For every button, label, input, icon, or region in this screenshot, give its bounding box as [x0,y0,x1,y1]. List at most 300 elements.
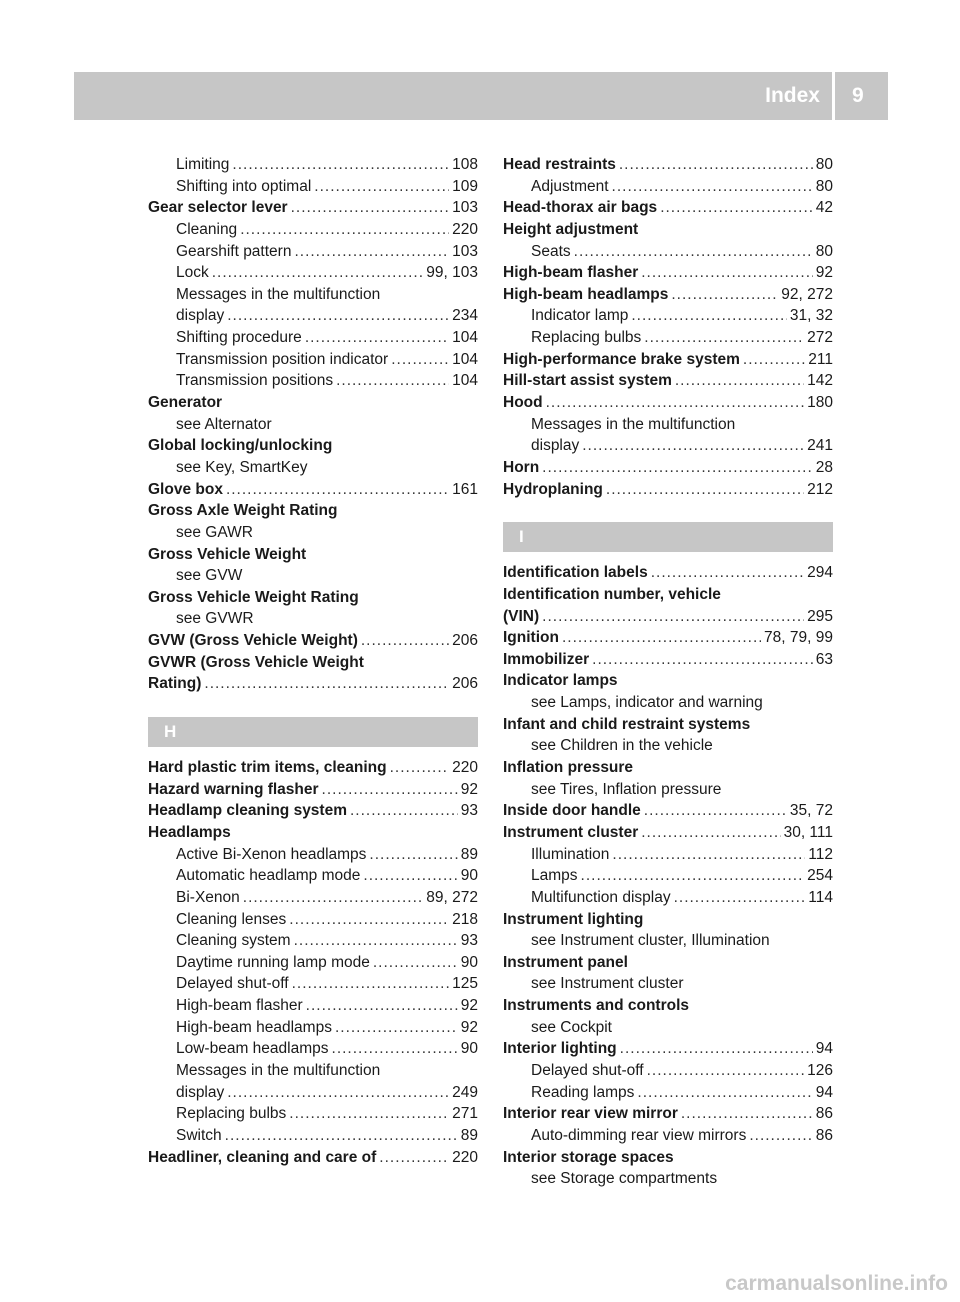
index-subentry [148,1038,478,1060]
page-reference[interactable]: 126 [807,1061,833,1079]
page-reference[interactable]: 211 [808,350,833,368]
page-reference[interactable]: 272 [807,329,833,347]
entry-text: Automatic headlamp mode [176,867,361,885]
index-subentry [503,327,833,349]
dot-leader [322,779,458,801]
entry-text: Transmission positions [176,372,334,390]
dot-leader [294,241,449,263]
index-entry [503,1038,833,1060]
entry-text: display [531,437,580,455]
page-reference[interactable]: 92 [815,264,833,282]
entry-text: Infant and child restraint systems [503,715,751,733]
page-reference[interactable]: 271 [452,1105,478,1123]
index-entry [503,649,833,671]
page-reference[interactable]: 35, 72 [789,802,833,820]
dot-leader [225,1125,458,1147]
dot-leader [306,995,458,1017]
index-entry [503,606,833,628]
entry-text: Inside door handle [503,802,641,820]
dot-leader [620,1038,813,1060]
entry-text: Auto-dimming rear view mirrors [531,1126,747,1144]
dot-leader [240,219,449,241]
entry-text: Headliner, cleaning and care of [148,1148,377,1166]
entry-text: see Instrument cluster [531,975,684,993]
page-reference[interactable]: 31, 32 [789,307,833,325]
entry-text: Seats [531,242,571,260]
page-reference[interactable]: 220 [452,1148,478,1166]
entry-text: Head-thorax air bags [503,199,658,217]
index-subentry [503,414,833,436]
dot-leader [681,1103,813,1125]
index-subentry [503,1017,833,1039]
page-reference[interactable]: 94 [815,1040,833,1058]
page-reference[interactable]: 125 [452,975,478,993]
entry-text: see GAWR [176,523,253,541]
entry-text: Gear selector lever [148,199,288,217]
entry-text: Limiting [176,156,230,173]
dot-leader [546,392,805,414]
entry-text: Head restraints [503,156,616,173]
page-reference[interactable]: 234 [452,307,478,325]
entry-text: see GVW [176,567,243,585]
entry-text: Shifting procedure [176,329,302,347]
entry-text: Hill-start assist system [503,372,672,390]
page-reference[interactable]: 94 [815,1083,833,1101]
dot-leader [204,673,449,695]
dot-leader [606,479,804,501]
entry-text: High-beam flasher [503,264,639,282]
dot-leader [592,649,813,671]
dot-leader [305,327,449,349]
index-entry [148,392,478,414]
section-gap [148,695,478,717]
index-entry [503,584,833,606]
entry-text: see Cockpit [531,1018,612,1036]
entry-text: Shifting into optimal [176,177,312,195]
entry-text: Hard plastic trim items, cleaning [148,759,387,777]
entry-text: Headlamps [148,823,231,841]
index-entry [503,370,833,392]
entry-text: Switch [176,1126,222,1144]
index-subentry [148,865,478,887]
page-reference[interactable]: 114 [808,888,833,906]
page-reference[interactable]: 30, 111 [783,823,833,841]
entry-text: Hydroplaning [503,480,603,498]
entry-text: Gross Axle Weight Rating [148,502,338,520]
index-subentry [503,735,833,757]
page-reference[interactable]: 218 [452,910,478,928]
dot-leader [289,909,449,931]
entry-text: Lamps [531,867,578,885]
page-reference[interactable]: 92 [460,1018,478,1036]
index-entry [503,154,833,176]
page-reference[interactable]: 295 [807,607,833,625]
index-entry [503,562,833,584]
entry-text: Active Bi-Xenon headlamps [176,845,367,863]
entry-text: High-beam flasher [176,997,303,1015]
dot-leader [336,370,449,392]
entry-text: Indicator lamp [531,307,629,325]
page-reference[interactable]: 86 [815,1126,833,1144]
index-entry [148,630,478,652]
index-entry [503,1147,833,1169]
index-subentry [503,844,833,866]
dot-leader [289,1103,449,1125]
entry-text: Interior storage spaces [503,1148,674,1166]
dot-leader [582,435,804,457]
entry-text: Messages in the multifunction [531,415,736,433]
entry-text: Messages in the multifunction [176,1061,381,1079]
entry-text: see Storage compartments [531,1170,718,1188]
index-subentry [148,414,478,436]
dot-leader [574,241,813,263]
page-reference[interactable]: 90 [460,867,478,885]
page-reference[interactable]: 63 [815,650,833,668]
entry-text: GVWR (Gross Vehicle Weight [148,653,364,671]
entry-text: GVW (Gross Vehicle Weight) [148,632,358,650]
page-reference[interactable]: 92 [460,997,478,1015]
dot-leader [332,1038,458,1060]
page-reference[interactable]: 109 [452,177,478,195]
entry-text: Cleaning system [176,932,291,950]
entry-text: Instrument panel [503,953,628,971]
dot-leader [749,1125,812,1147]
entry-text: Instruments and controls [503,997,690,1015]
index-entry [503,995,833,1017]
dot-leader [350,800,458,822]
page-header-divider [832,72,835,120]
section-gap [503,500,833,522]
index-subentry [148,930,478,952]
watermark: carmanualsonline.info [725,1272,948,1295]
entry-text: Lock [176,264,209,282]
page-reference[interactable]: 92 [460,780,478,798]
entry-text: Gearshift pattern [176,242,292,260]
index-subentry [148,176,478,198]
entry-text: Ignition [503,629,559,647]
index-subentry [148,154,478,176]
index-entry [148,1147,478,1169]
index-entry [503,197,833,219]
index-subentry [503,887,833,909]
dot-leader [369,844,457,866]
page-reference[interactable]: 80 [815,156,833,173]
page-reference[interactable]: 93 [460,802,478,820]
section-header: H [148,717,478,747]
page-reference[interactable]: 42 [815,199,833,217]
dot-leader [212,262,424,284]
page-reference[interactable]: 142 [807,372,833,390]
entry-text: Illumination [531,845,610,863]
page-reference[interactable]: 103 [452,199,478,217]
index-subentry [148,887,478,909]
entry-text: Reading lamps [531,1083,635,1101]
dot-leader [391,349,449,371]
page-reference[interactable]: 90 [460,1040,478,1058]
dot-leader [314,176,449,198]
entry-text: see Children in the vehicle [531,737,713,755]
entry-text: Messages in the multifunction [176,285,381,303]
dot-leader [292,973,450,995]
index-subentry [148,305,478,327]
dot-leader [379,1147,449,1169]
section-header: I [503,522,833,552]
index-entry [503,1103,833,1125]
page-reference[interactable]: 89, 272 [426,888,478,906]
entry-text: Identification number, vehicle [503,585,721,603]
index-subentry [503,305,833,327]
index-subentry [148,1060,478,1082]
entry-text: Immobilizer [503,650,590,668]
page-reference[interactable]: 254 [807,867,833,885]
entry-text: Transmission position indicator [176,350,389,368]
index-column-right [503,154,833,1190]
dot-leader [226,479,449,501]
index-entry [148,800,478,822]
entry-text: Interior rear view mirror [503,1105,678,1123]
page-reference[interactable]: 86 [815,1105,833,1123]
index-subentry [503,1060,833,1082]
dot-leader [619,154,813,176]
dot-leader [361,630,449,652]
dot-leader [335,1017,458,1039]
page-reference[interactable]: 241 [807,437,833,455]
page-reference[interactable]: 103 [452,242,478,260]
entry-text: Height adjustment [503,220,639,238]
index-entry [148,779,478,801]
page-reference[interactable]: 89 [460,845,478,863]
entry-text: High-performance brake system [503,350,740,368]
page-reference[interactable]: 78, 79, 99 [764,629,833,647]
dot-leader [644,800,787,822]
dot-leader [390,757,450,779]
entry-text: Replacing bulbs [531,329,642,347]
index-entry [148,587,478,609]
index-entry [503,219,833,241]
page-reference[interactable]: 220 [452,759,478,777]
page-reference[interactable]: 99, 103 [426,264,478,282]
index-subentry [503,176,833,198]
entry-text: display [176,1083,225,1101]
page-number: 9 [852,84,864,107]
dot-leader [581,865,805,887]
dot-leader [671,284,778,306]
index-entry [503,262,833,284]
page-reference[interactable]: 206 [452,632,478,650]
index-subentry [503,973,833,995]
entry-text: see Tires, Inflation pressure [531,780,722,798]
index-subentry [148,327,478,349]
index-subentry [148,349,478,371]
page-reference[interactable]: 249 [452,1083,478,1101]
index-subentry [148,973,478,995]
index-entry [503,457,833,479]
entry-text: Delayed shut-off [176,975,289,993]
page-reference[interactable]: 294 [807,564,833,582]
index-entry [148,673,478,695]
index-entry [503,349,833,371]
dot-leader [641,262,813,284]
index-subentry [148,284,478,306]
index-column-left [148,154,478,1168]
page-reference[interactable]: 212 [807,480,833,498]
dot-leader [644,327,804,349]
index-entry [503,627,833,649]
index-subentry [148,219,478,241]
index-subentry [503,241,833,263]
index-entry [148,500,478,522]
index-subentry [503,779,833,801]
dot-leader [743,349,805,371]
index-subentry [503,930,833,952]
index-subentry [148,995,478,1017]
entry-text: Hood [503,394,543,412]
entry-text: Gross Vehicle Weight [148,545,307,563]
dot-leader [660,197,813,219]
index-subentry [148,1017,478,1039]
page-reference[interactable]: 112 [808,845,833,863]
dot-leader [291,197,450,219]
index-subentry [503,692,833,714]
index-subentry [148,608,478,630]
dot-leader [243,887,424,909]
page-reference[interactable]: 220 [452,220,478,238]
entry-text: Inflation pressure [503,759,634,777]
page-reference[interactable]: 92, 272 [781,285,833,303]
entry-text: Multifunction display [531,888,671,906]
dot-leader [674,887,806,909]
entry-text: see Lamps, indicator and warning [531,694,763,712]
page-reference[interactable]: 90 [460,953,478,971]
page-reference[interactable]: 28 [815,458,833,476]
index-entry [503,670,833,692]
page-reference[interactable]: 161 [452,480,478,498]
page-reference[interactable]: 80 [815,177,833,195]
index-entry [503,284,833,306]
index-entry [503,479,833,501]
index-subentry [503,1125,833,1147]
entry-text: Replacing bulbs [176,1105,287,1123]
index-entry [503,714,833,736]
dot-leader [675,370,804,392]
entry-text: Indicator lamps [503,672,618,690]
index-entry [503,800,833,822]
page-reference[interactable]: 180 [807,394,833,412]
index-subentry [503,1082,833,1104]
dot-leader [542,606,804,628]
entry-text: see Alternator [176,415,272,433]
index-entry [148,479,478,501]
index-subentry [148,844,478,866]
index-subentry [148,565,478,587]
entry-text: display [176,307,225,325]
dot-leader [227,1082,449,1104]
index-entry [503,757,833,779]
index-entry [503,952,833,974]
dot-leader [373,952,458,974]
index-subentry [148,909,478,931]
entry-text: High-beam headlamps [176,1018,332,1036]
dot-leader [562,627,761,649]
dot-leader [637,1082,812,1104]
index-subentry [503,865,833,887]
entry-text: Hazard warning flasher [148,780,319,798]
entry-text: Headlamp cleaning system [148,802,347,820]
dot-leader [651,562,804,584]
index-entry [148,757,478,779]
entry-text: Adjustment [531,177,609,195]
index-subentry [148,1082,478,1104]
index-entry [148,652,478,674]
entry-text: Instrument cluster [503,823,639,841]
dot-leader [542,457,813,479]
entry-text: Identification labels [503,564,648,582]
entry-text: Global locking/unlocking [148,437,333,455]
entry-text: (VIN) [503,607,540,625]
index-subentry [148,1103,478,1125]
index-entry [503,909,833,931]
index-subentry [148,241,478,263]
page-reference[interactable]: 206 [452,675,478,693]
entry-text: see GVWR [176,610,254,628]
entry-text: Cleaning [176,220,238,238]
entry-text: Glove box [148,480,223,498]
entry-text: Daytime running lamp mode [176,953,370,971]
index-entry [503,822,833,844]
entry-text: Delayed shut-off [531,1061,644,1079]
entry-text: Gross Vehicle Weight Rating [148,588,359,606]
dot-leader [631,305,787,327]
dot-leader [612,844,805,866]
dot-leader [294,930,458,952]
index-subentry [148,522,478,544]
entry-text: Horn [503,458,540,476]
page-reference[interactable]: 93 [460,932,478,950]
page-reference[interactable]: 104 [452,329,478,347]
dot-leader [232,154,449,176]
index-subentry [503,435,833,457]
index-entry [148,435,478,457]
page-reference[interactable]: 104 [452,372,478,390]
page-reference[interactable]: 89 [460,1126,478,1144]
entry-text: see Key, SmartKey [176,458,308,476]
index-entry [148,197,478,219]
entry-text: Cleaning lenses [176,910,287,928]
dot-leader [227,305,449,327]
dot-leader [647,1060,805,1082]
index-subentry [148,370,478,392]
entry-text: Generator [148,394,223,412]
index-subentry [148,952,478,974]
dot-leader [612,176,813,198]
dot-leader [641,822,780,844]
entry-text: Bi-Xenon [176,888,240,906]
page-reference[interactable]: 104 [452,350,478,368]
entry-text: Interior lighting [503,1040,617,1058]
entry-text: Low-beam headlamps [176,1040,329,1058]
index-subentry [503,1168,833,1190]
entry-text: Rating) [148,675,202,693]
dot-leader [363,865,457,887]
page-reference[interactable]: 80 [815,242,833,260]
page-title: Index [765,84,820,107]
index-subentry [148,1125,478,1147]
page-reference[interactable]: 108 [452,156,478,173]
entry-text: High-beam headlamps [503,285,669,303]
index-entry [148,822,478,844]
index-subentry [148,457,478,479]
entry-text: see Instrument cluster, Illumination [531,932,770,950]
